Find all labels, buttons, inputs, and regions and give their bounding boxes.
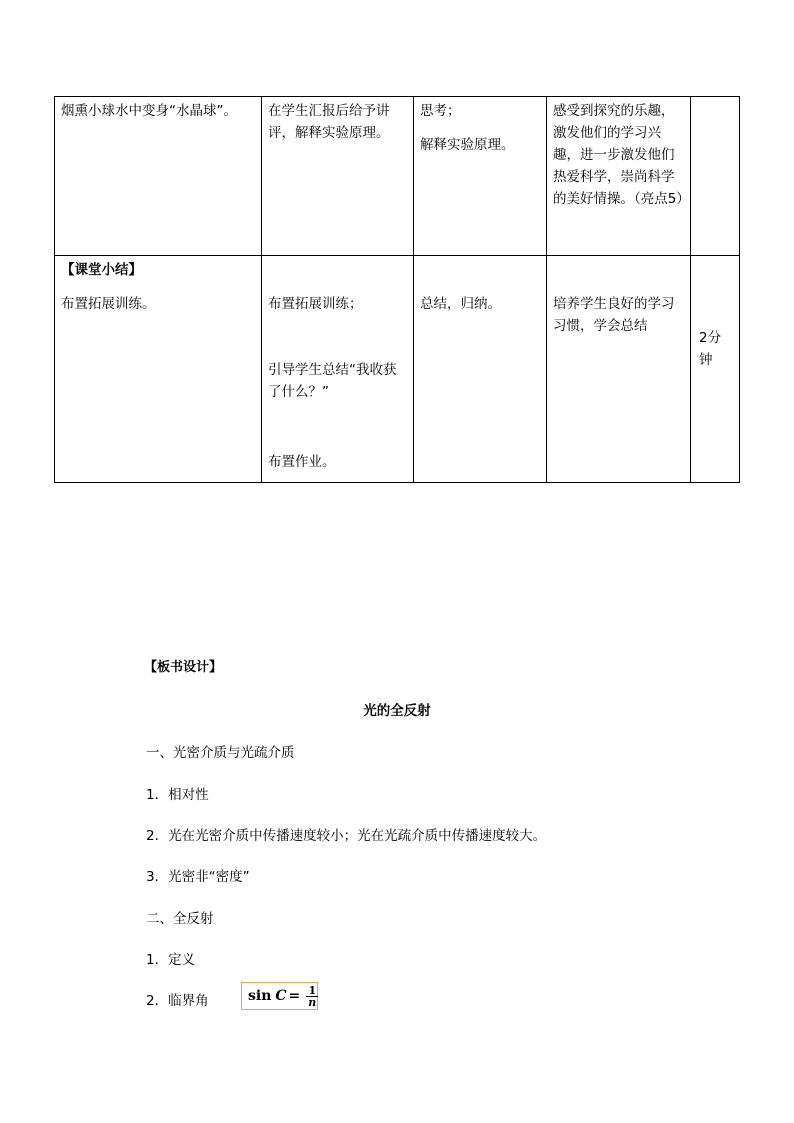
board-title: 光的全反射	[363, 703, 431, 719]
teacher-cell: 布置拓展训练； 引导学生总结“我收获了什么？” 布置作业。	[262, 256, 414, 483]
fraction: $\frac{1}{n}$	[308, 983, 317, 1009]
board-item: 2．光在光密介质中传播速度较小；光在光疏介质中传播速度较大。	[146, 828, 547, 844]
board-item: 1．相对性	[146, 787, 209, 803]
table-row	[55, 256, 740, 483]
board-item: 一、光密介质与光疏介质	[146, 745, 295, 761]
teacher-cell: 在学生汇报后给予讲评，解释实验原理。	[262, 97, 414, 256]
activity-cell: 烟熏小球水中变身“水晶球”。	[55, 97, 262, 256]
table-row	[55, 97, 740, 256]
critical-angle-formula: sin C = $\frac{1}{n}$	[241, 982, 318, 1010]
board-design-heading: 【板书设计】	[144, 660, 223, 675]
lesson-plan-table	[54, 96, 740, 483]
student-cell: 思考； 解释实验原理。	[414, 97, 547, 256]
board-item: 3．光密非“密度”	[146, 869, 250, 885]
activity-cell: 【课堂小结】 布置拓展训练。	[55, 256, 262, 483]
board-item: 1．定义	[146, 952, 196, 968]
board-item: 二、全反射	[146, 911, 214, 927]
student-cell: 总结，归纳。	[414, 256, 547, 483]
time-cell: 2分钟	[691, 256, 740, 483]
board-item: 2．临界角	[146, 993, 209, 1009]
summary-heading: 【课堂小结】	[61, 262, 142, 278]
intent-cell: 感受到探究的乐趣，激发他们的学习兴趣，进一步激发他们热爱科学，崇尚科学的美好情操。（亮点5）	[547, 97, 691, 256]
intent-cell: 培养学生良好的学习习惯，学会总结	[547, 256, 691, 483]
time-cell	[691, 97, 740, 256]
